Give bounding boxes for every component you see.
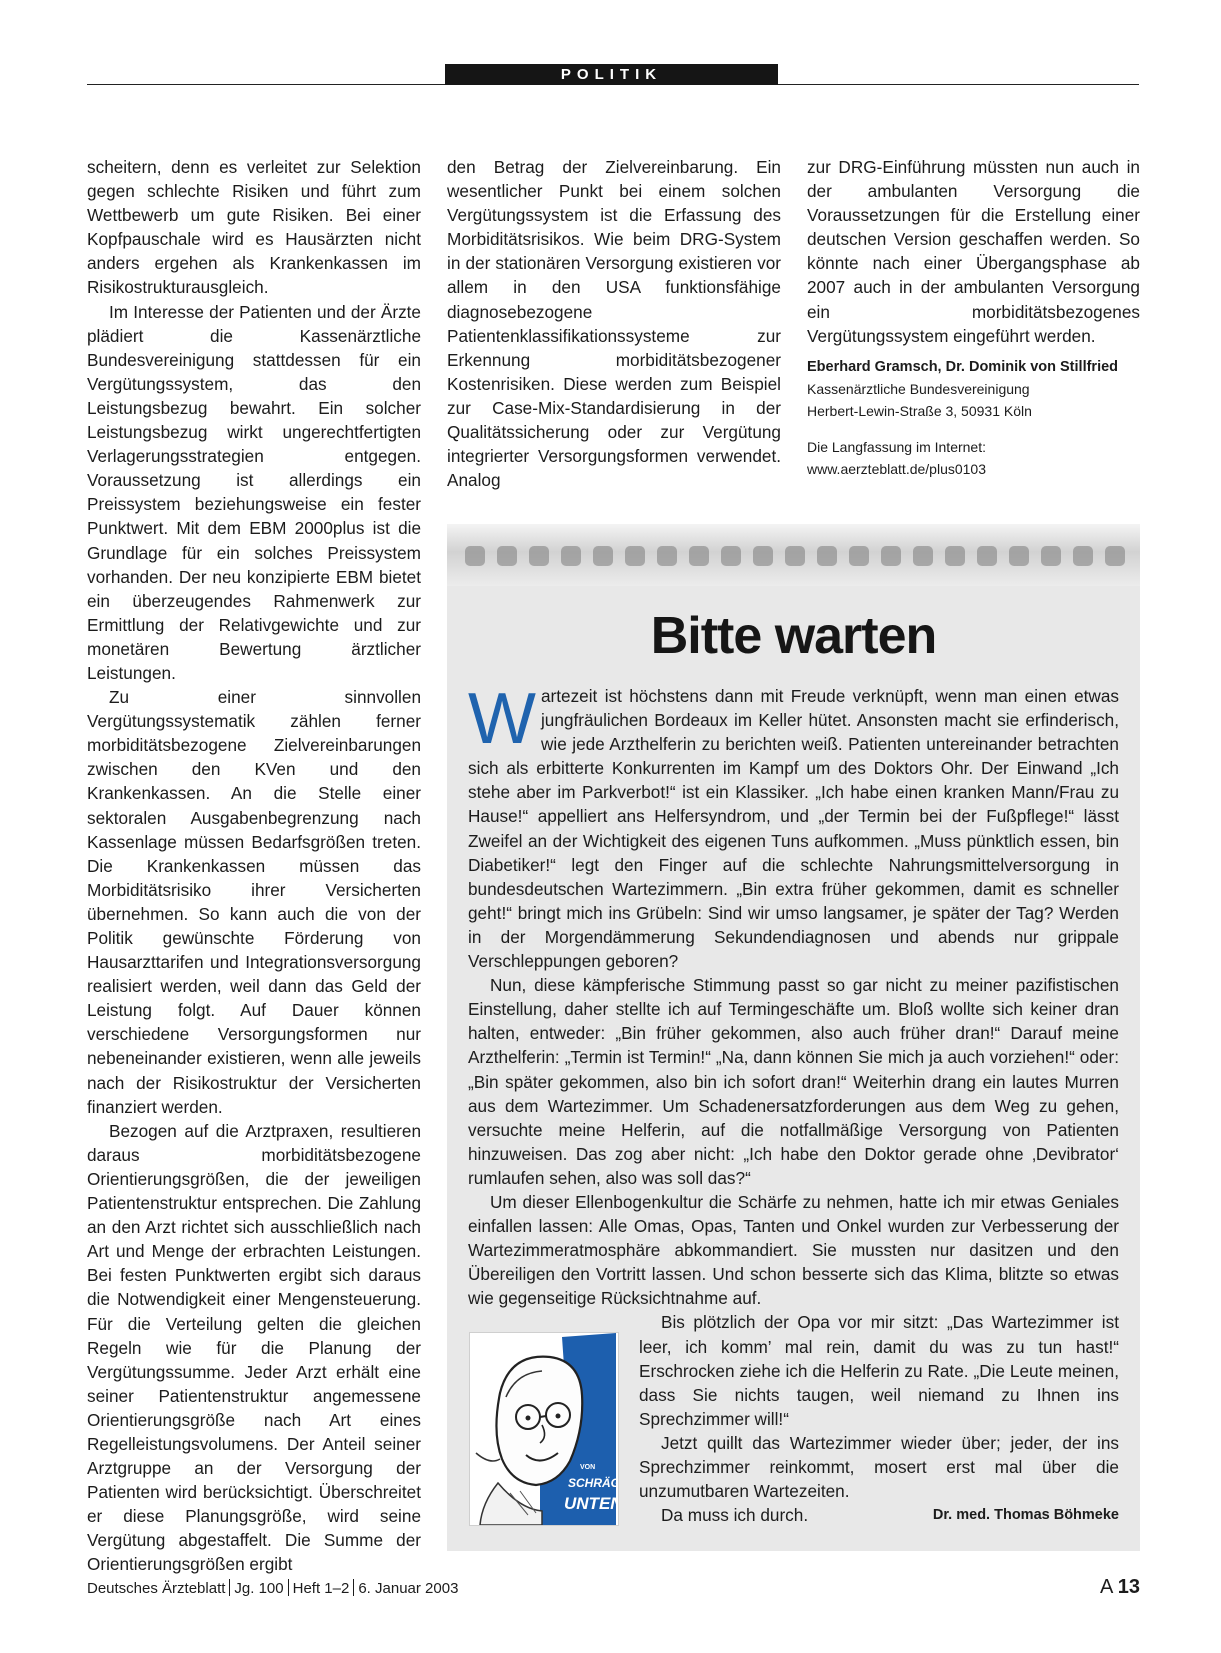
perforation	[657, 546, 677, 566]
author-names: Eberhard Gramsch, Dr. Dominik von Stillfried	[807, 358, 1119, 375]
perforation	[561, 546, 581, 566]
glosse-paragraph-6-text: Da muss ich durch.	[661, 1505, 809, 1526]
journal-issue: Heft 1–2	[292, 1580, 350, 1597]
page-number	[1100, 1574, 1140, 1600]
journal-date: 6. Januar 2003	[358, 1580, 459, 1597]
badge-word-2: SCHRÄG	[568, 1476, 618, 1490]
perforation	[945, 546, 965, 566]
author-organization: Kassenärztliche Bundesvereinigung	[807, 380, 1030, 397]
perforation	[849, 546, 869, 566]
author-address: Herbert-Lewin-Straße 3, 50931 Köln	[807, 402, 1032, 419]
film-strip-decoration	[447, 524, 1140, 586]
section-label: POLITIK	[445, 64, 778, 85]
glosse-paragraph-4: Bis plötzlich der Opa vor mir sitzt: „Das Wartezimmer ist leer, ich komm’ mal rein, damit du was zu tun hast!“ Erschrocken ziehe ich die Helferin zu Rate. „Die Leute meinen, dass Sie nichts taugen, weil niemand zu Ihnen ins Sprechzimmer will!“	[639, 1312, 1119, 1429]
drop-cap: W	[468, 679, 536, 759]
perforation	[785, 546, 805, 566]
perforation	[977, 546, 997, 566]
footer-separator	[229, 1579, 230, 1596]
footer-separator	[353, 1579, 354, 1596]
glosse-paragraph-1	[468, 679, 1119, 973]
col1-paragraph-4: Bezogen auf die Arztpraxen, resultieren daraus morbiditätsbezogene Orientierungsgrößen, die der jeweiligen Patientenstruktur entsprechen. Die Zahlung an den Arzt richtet sich ausschließlich nach Art und Menge der erbrachten Leistungen. Bei festen Punktwerten ergibt sich daraus die Notwendigkeit einer Mengensteuerung. Für die Verteilung gelten die gleichen Regeln wie für die Planung der Vergütungssumme. Jeder Arzt erhält eine seiner Patientenstruktur angemessene Orientierungsgröße nach Art eines Regelleistungsvolumens. Der Anteil seiner Arztgruppe an der Versorgung der Patienten wird berücksichtigt. Überschreitet er diese Planungsgröße, wird seine Vergütung abgestaffelt. Die Summe der Orientierungsgrößen ergibt	[87, 1120, 421, 1575]
glosse-signature: Dr. med. Thomas Böhmeke	[932, 1507, 1119, 1524]
perforation	[721, 546, 741, 566]
perforation	[689, 546, 709, 566]
journal-volume: Jg. 100	[234, 1580, 284, 1597]
perforation	[881, 546, 901, 566]
col1-paragraph-2: Im Interesse der Patienten und der Ärzte plädiert die Kassenärztliche Bundesvereinigung stattdessen für ein Vergütungssystem, das den Leistungsbezug bewahrt. Ein solcher Leistungsbezug wirkt ungerechtfertigten Verlagerungsstrategien entgegen. Voraussetzung ist allerdings ein Preissystem beziehungsweise ein fester Punktwert. Mit dem EBM 2000plus ist die Grundlage für ein solches Preissystem vorhanden. Der neu konzipierte EBM bietet ein überzeugendes Rahmenwerk zur Ermittlung der Relativgewichte und zur monetären Bewertung ärztlicher Leistungen.	[87, 301, 421, 683]
glosse-paragraph-1-text: artezeit ist höchstens dann mit Freude verknüpft, wenn man einen etwas jungfräulichen Bordeaux im Keller hütet. Ansonsten macht sie erfinderisch, wie jede Arzthelferin zu berichten weiß. Patienten untereinander betrachten sich als erbitterte Konkurrenten im Kampf um des Doktors Ohr. Der Einwand „Ich stehe aber im Parkverbot!“ ist ein Klassiker. „Ich habe einen kranken Mann/Frau zu Hause!“ appelliert ans Helfersyndrom, und „der Termin bei der Fußpflege!“ lässt Zweifel an der Wichtigkeit des eigenen Tuns aufkommen. „Muss pünktlich essen, bin Diabetiker!“ legt den Finger auf die schlechte Nahrungsmittelversorgung in bundesdeutschen Wartezimmern. „Bin extra früher gekommen, damit es schneller geht!“ bringt mich ins Grübeln: Sind wir umso langsamer, je später der Tag? Werden in der Morgendämmerung Sekundendiagnosen und abends nur grippale Verschleppungen geboren?	[468, 686, 1119, 972]
perforation	[913, 546, 933, 566]
glosse-box	[447, 524, 1140, 1551]
col3-paragraph: zur DRG-Einführung müssten nun auch in der ambulanten Versorgung die Voraussetzungen für die Erstellung einer deutschen Version geschaffen werden. So könnte nach einer Übergangsphase ab 2007 auch in der ambulanten Versorgung ein morbiditätsbezogenes Vergütungssystem eingeführt werden.	[807, 157, 1140, 346]
perforation	[753, 546, 773, 566]
perforation	[593, 546, 613, 566]
badge-word-1: VON	[580, 1464, 596, 1471]
internet-link-note: Die Langfassung im Internet: www.aerzteblatt.de/plus0103	[807, 438, 986, 477]
journal-name: Deutsches Ärzteblatt	[87, 1580, 226, 1597]
perforation	[497, 546, 517, 566]
caricature-drawing	[470, 1333, 618, 1525]
col2-paragraph: den Betrag der Zielvereinbarung. Ein wesentlicher Punkt bei einem solchen Vergütungssystem ist die Erfassung des Morbiditätsrisikos. Wie beim DRG-System in der stationären Versorgung existieren vor allem in den USA funktionsfähige diagnosebezogene Patientenklassifikationssysteme zur Erkennung morbiditätsbezogener Kostenrisiken. Diese werden zum Beispiel zur Case-Mix-Standardisierung in der Qualitätssicherung oder zur Vergütung integrierter Versorgungsformen verwendet. Analog	[447, 157, 781, 491]
footer-separator	[288, 1579, 289, 1596]
perforation	[1105, 546, 1125, 566]
col1-paragraph-3: Zu einer sinnvollen Vergütungssystematik zählen ferner morbiditätsbezogene Zielvereinbarungen zwischen den KVen und den Krankenkassen. An die Stelle einer sektoralen Ausgabenbegrenzung nach Kassenlage müssen Bedarfsgrößen treten. Die Krankenkassen müssen das Morbiditätsrisiko ihrer Versicherten übernehmen. So kann auch die von der Politik gewünschte Förderung von Hausarzttarifen und Integrationsversorgung realisiert werden, weil dann das Geld der Leistung folgt. Auf Dauer können verschiedene Versorgungsformen nur nebeneinander existieren, wenn alle jeweils nach der Risikostruktur der Versicherten finanziert werden.	[87, 687, 421, 1117]
col1-paragraph-1: scheitern, denn es verleitet zur Selektion gegen schlechte Risiken und führt zum Wettbewerb um gute Risiken. Bei einer Kopfpauschale wird es Hausärzten nicht anders ergehen als Krankenkassen im Risikostrukturausgleich.	[87, 157, 421, 298]
perforation	[1009, 546, 1029, 566]
perforation	[1073, 546, 1093, 566]
glosse-paragraph-2: Nun, diese kämpferische Stimmung passt so gar nicht zu meiner pazifistischen Einstellung, daher stellte ich auf Termingeschäfte um. Bloß wollte sich keiner dran halten, entweder: „Bin früher gekommen, also auch früher dran!“ Darauf meine Arzthelferin: „Termin ist Termin!“ „Na, dann können Sie mich ja auch vorziehen!“ oder: „Bin später gekommen, also bin ich sofort dran!“ Weiterhin drang ein lautes Murren aus dem Wartezimmer. Um Schadenersatzforderungen aus dem Weg zu gehen, versuchte meine Helferin, auf die notfallmäßige Versorgung von Patienten hinzuweisen. Das zog aber nicht: „Ich habe den Doktor gerade ohne ‚Devibrator‘ rumlaufen sehen, also was soll das?“	[468, 975, 1119, 1188]
author-caricature	[469, 1332, 619, 1526]
perforation	[465, 546, 485, 566]
column-3	[807, 155, 1140, 480]
column-2	[447, 155, 781, 492]
perforation	[625, 546, 645, 566]
badge-word-3: UNTEN	[564, 1494, 618, 1513]
page-prefix: A	[1099, 1576, 1113, 1598]
column-1	[87, 155, 421, 1577]
glosse-paragraph-5: Jetzt quillt das Wartezimmer wieder über; jeder, der ins Sprechzimmer reinkommt, mosert erst mal über die unzumutbaren Wartezeiten.	[639, 1432, 1119, 1502]
footer-citation	[87, 1578, 458, 1600]
page-number-value: 13	[1117, 1576, 1140, 1598]
glosse-paragraph-6	[639, 1503, 1119, 1527]
perforation	[529, 546, 549, 566]
glosse-title: Bitte warten	[650, 607, 937, 665]
perforation	[1041, 546, 1061, 566]
perforation	[817, 546, 837, 566]
glosse-paragraph-3: Um dieser Ellenbogenkultur die Schärfe zu nehmen, hatte ich mir etwas Geniales einfallen lassen: Alle Omas, Opas, Tanten und Onkel wurden zur Verbesserung der Wartezimmeratmosphäre abkommandiert. Sie mussten nur dasitzen und den Übereiligen den Vortritt lassen. Und schon besserte sich das Klima, blitzte so etwas wie gegenseitige Rücksichtnahme auf.	[468, 1191, 1119, 1309]
